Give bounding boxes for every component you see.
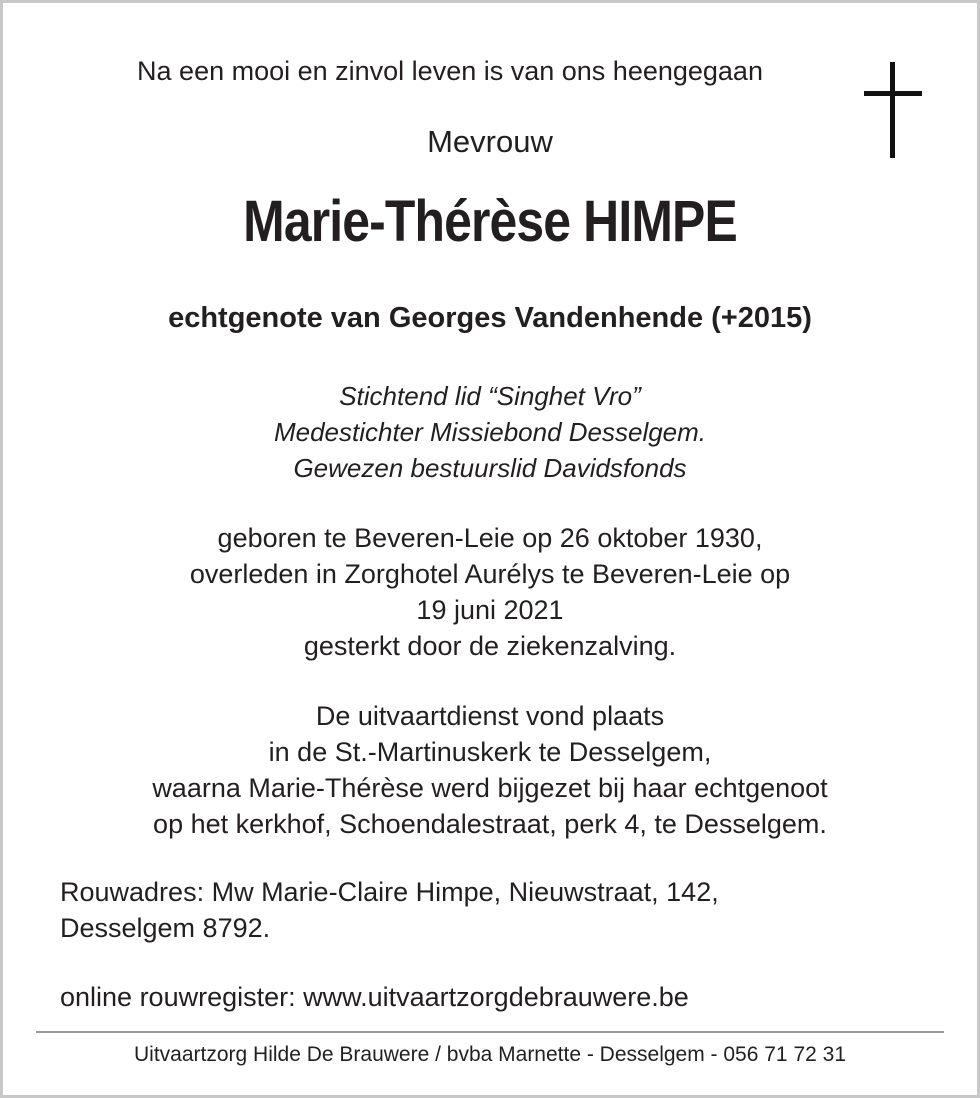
role-line: Gewezen bestuurslid Davidsfonds <box>293 453 687 483</box>
deceased-name: Marie-Thérèse HIMPE <box>243 189 737 254</box>
intro-text: Na een mooi en zinvol leven is van ons heengegaan <box>137 56 763 86</box>
title-word: Mevrouw <box>427 124 553 159</box>
roles-block <box>0 378 980 486</box>
role-line: Stichtend lid “Singhet Vro” <box>339 381 641 411</box>
life-line: geboren te Beveren-Leie op 26 oktober 1930, <box>217 523 763 553</box>
service-line: De uitvaartdienst vond plaats <box>315 701 665 731</box>
life-dates-block <box>0 520 980 664</box>
address-line: Desselgem 8792. <box>60 913 271 943</box>
life-line: overleden in Zorghotel Aurélys te Beveren-Leie op <box>189 559 791 589</box>
service-line: in de St.-Martinuskerk te Desselgem, <box>268 737 712 767</box>
footer-text: Uitvaartzorg Hilde De Brauwere / bvba Marnette - Desselgem - 056 71 72 31 <box>133 1043 846 1066</box>
life-line: gesterkt door de ziekenzalving. <box>303 631 677 661</box>
footer-divider <box>36 1031 944 1033</box>
role-line: Medestichter Missiebond Desselgem. <box>273 417 707 447</box>
address-line: Rouwadres: Mw Marie-Claire Himpe, Nieuwstraat, 142, <box>60 877 719 907</box>
service-block <box>0 698 980 842</box>
spouse-line: echtgenote van Georges Vandenhende (+2015) <box>168 302 812 334</box>
life-line: 19 juni 2021 <box>416 595 564 625</box>
mourning-address <box>60 874 719 946</box>
service-line: waarna Marie-Thérèse werd bijgezet bij haar echtgenoot <box>152 773 828 803</box>
service-line: op het kerkhof, Schoendalestraat, perk 4, te Desselgem. <box>153 809 827 839</box>
online-register: online rouwregister: www.uitvaartzorgdebrauwere.be <box>60 982 689 1012</box>
